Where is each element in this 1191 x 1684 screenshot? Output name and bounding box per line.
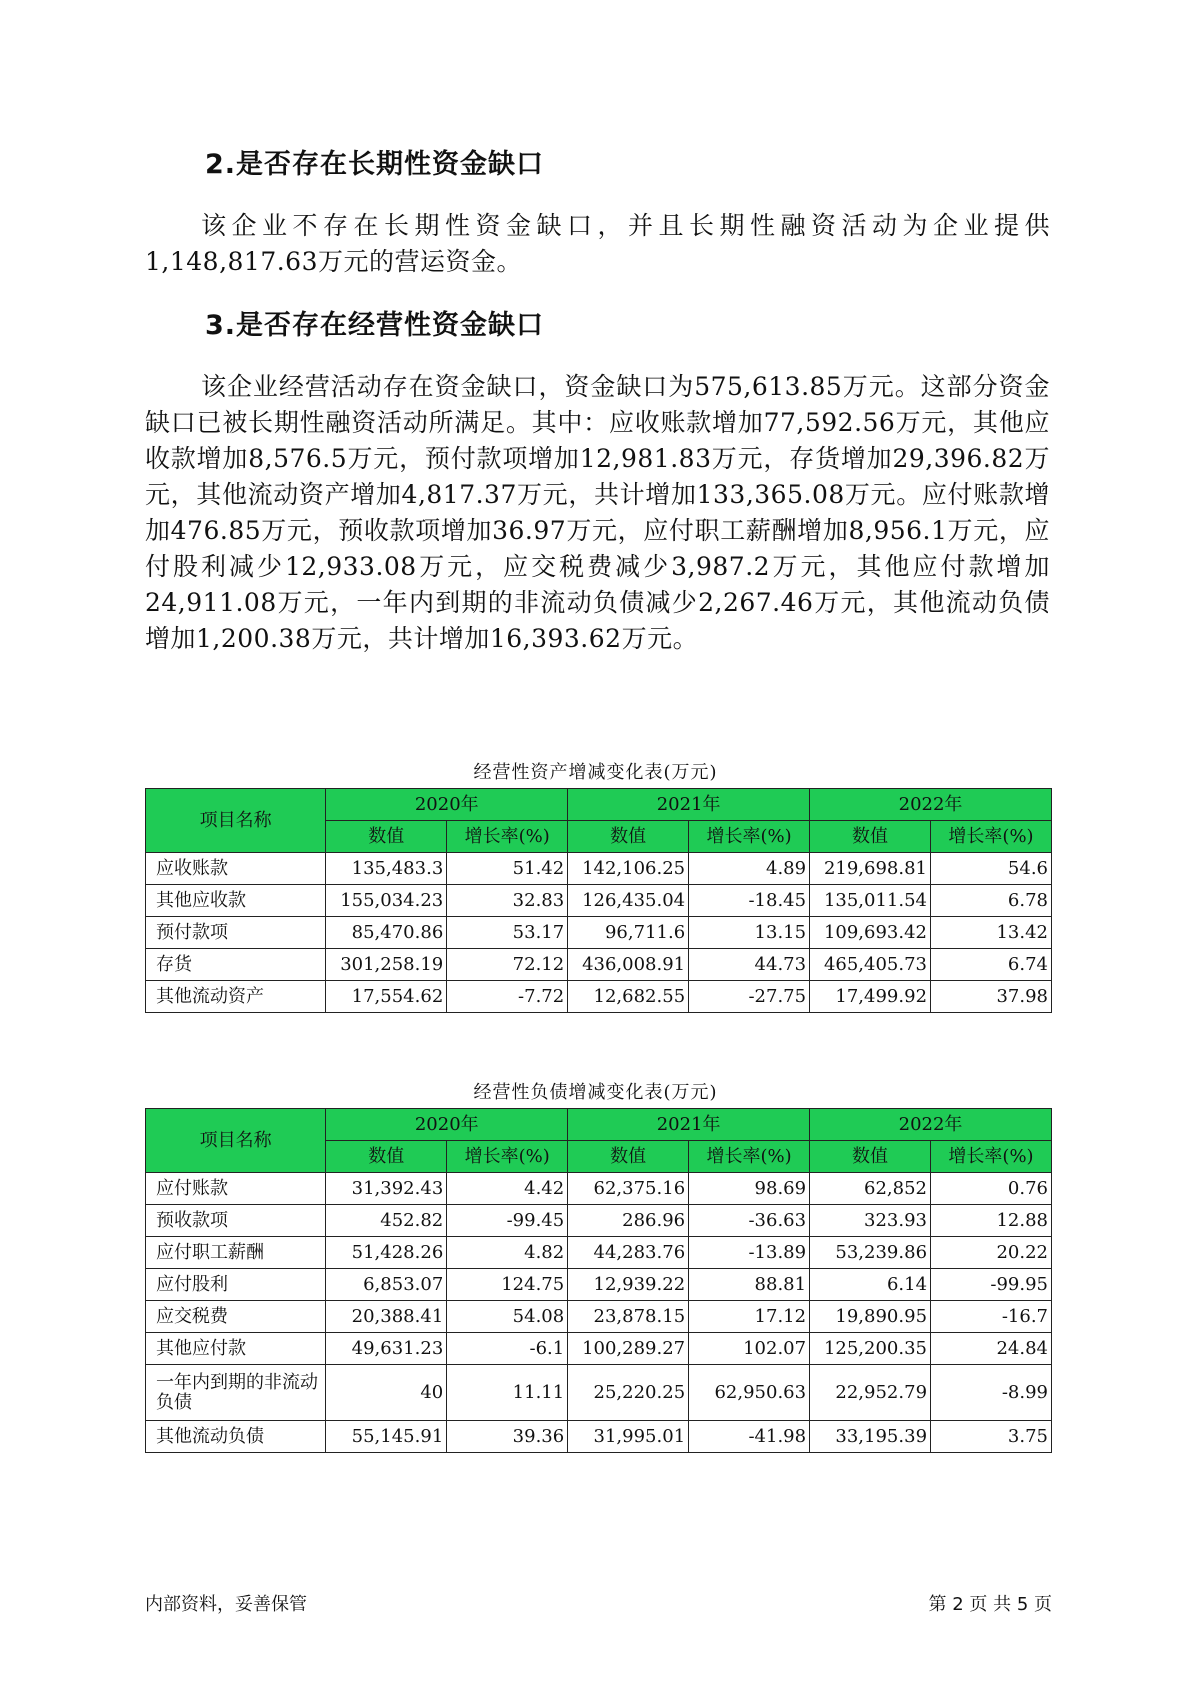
- value-cell: 135,483.3: [326, 853, 447, 885]
- paragraph-text: 该企业不存在长期性资金缺口，并且长期性融资活动为企业提供1,148,817.63万元的营运资金。: [145, 211, 1050, 276]
- rate-cell: 54.08: [447, 1301, 568, 1333]
- value-cell: 286.96: [568, 1205, 689, 1237]
- rate-header: 增长率(%): [931, 1141, 1052, 1173]
- value-cell: 12,682.55: [568, 981, 689, 1013]
- value-cell: 17,554.62: [326, 981, 447, 1013]
- table-row: [146, 981, 1052, 1013]
- rate-cell: -99.45: [447, 1205, 568, 1237]
- rate-cell: 0.76: [931, 1173, 1052, 1205]
- value-cell: 17,499.92: [810, 981, 931, 1013]
- value-header: 数值: [326, 821, 447, 853]
- value-cell: 452.82: [326, 1205, 447, 1237]
- rate-cell: 4.42: [447, 1173, 568, 1205]
- value-cell: 142,106.25: [568, 853, 689, 885]
- rate-header: 增长率(%): [689, 1141, 810, 1173]
- rate-cell: 88.81: [689, 1269, 810, 1301]
- value-cell: 6.14: [810, 1269, 931, 1301]
- rate-cell: 39.36: [447, 1421, 568, 1453]
- value-cell: 51,428.26: [326, 1237, 447, 1269]
- table-body: [146, 853, 1052, 1013]
- row-item-name: 预付款项: [146, 917, 326, 949]
- value-cell: 23,878.15: [568, 1301, 689, 1333]
- table-row: [146, 1237, 1052, 1269]
- value-header: 数值: [326, 1141, 447, 1173]
- value-cell: 6,853.07: [326, 1269, 447, 1301]
- year-header: 2020年: [326, 1109, 568, 1141]
- rate-cell: 20.22: [931, 1237, 1052, 1269]
- section-paragraph-long-term-gap: [145, 208, 1050, 280]
- row-item-name: 应付股利: [146, 1269, 326, 1301]
- section-heading-operating-gap: 3.是否存在经营性资金缺口: [205, 310, 545, 341]
- rate-cell: 17.12: [689, 1301, 810, 1333]
- table-body: [146, 1173, 1052, 1453]
- rate-header: 增长率(%): [931, 821, 1052, 853]
- rate-cell: 72.12: [447, 949, 568, 981]
- value-header: 数值: [568, 821, 689, 853]
- value-cell: 436,008.91: [568, 949, 689, 981]
- value-cell: 100,289.27: [568, 1333, 689, 1365]
- item-name-header: 项目名称: [146, 789, 326, 853]
- row-item-name: 应付账款: [146, 1173, 326, 1205]
- rate-cell: 4.89: [689, 853, 810, 885]
- value-cell: 155,034.23: [326, 885, 447, 917]
- value-cell: 12,939.22: [568, 1269, 689, 1301]
- rate-cell: -18.45: [689, 885, 810, 917]
- rate-cell: 37.98: [931, 981, 1052, 1013]
- footer-confidential-note: 内部资料，妥善保管: [145, 1594, 307, 1615]
- value-cell: 20,388.41: [326, 1301, 447, 1333]
- rate-cell: 13.15: [689, 917, 810, 949]
- rate-cell: 4.82: [447, 1237, 568, 1269]
- row-item-name: 预收款项: [146, 1205, 326, 1237]
- value-cell: 55,145.91: [326, 1421, 447, 1453]
- rate-header: 增长率(%): [447, 821, 568, 853]
- rate-cell: 32.83: [447, 885, 568, 917]
- value-cell: 109,693.42: [810, 917, 931, 949]
- rate-cell: 102.07: [689, 1333, 810, 1365]
- table-row: [146, 1333, 1052, 1365]
- value-cell: 135,011.54: [810, 885, 931, 917]
- value-header: 数值: [810, 821, 931, 853]
- value-cell: 31,995.01: [568, 1421, 689, 1453]
- rate-cell: -8.99: [931, 1365, 1052, 1421]
- value-cell: 19,890.95: [810, 1301, 931, 1333]
- table-row: [146, 885, 1052, 917]
- rate-cell: 6.74: [931, 949, 1052, 981]
- value-cell: 323.93: [810, 1205, 931, 1237]
- table-row: [146, 1301, 1052, 1333]
- rate-cell: 12.88: [931, 1205, 1052, 1237]
- rate-cell: -41.98: [689, 1421, 810, 1453]
- row-item-name: 应付职工薪酬: [146, 1237, 326, 1269]
- row-item-name: 其他应付款: [146, 1333, 326, 1365]
- footer-page-number: 第 2 页 共 5 页: [928, 1594, 1052, 1615]
- rate-cell: 24.84: [931, 1333, 1052, 1365]
- rate-header: 增长率(%): [447, 1141, 568, 1173]
- rate-cell: -6.1: [447, 1333, 568, 1365]
- value-cell: 49,631.23: [326, 1333, 447, 1365]
- table-row: [146, 853, 1052, 885]
- section-heading-long-term-gap: 2.是否存在长期性资金缺口: [205, 149, 545, 180]
- table-row: [146, 1269, 1052, 1301]
- rate-cell: 98.69: [689, 1173, 810, 1205]
- table-row: [146, 1421, 1052, 1453]
- row-item-name: 其他应收款: [146, 885, 326, 917]
- value-cell: 40: [326, 1365, 447, 1421]
- value-cell: 301,258.19: [326, 949, 447, 981]
- year-header: 2021年: [568, 1109, 810, 1141]
- value-cell: 25,220.25: [568, 1365, 689, 1421]
- value-cell: 62,852: [810, 1173, 931, 1205]
- value-cell: 22,952.79: [810, 1365, 931, 1421]
- year-header: 2021年: [568, 789, 810, 821]
- value-cell: 125,200.35: [810, 1333, 931, 1365]
- table-row: [146, 1173, 1052, 1205]
- value-cell: 62,375.16: [568, 1173, 689, 1205]
- rate-cell: 6.78: [931, 885, 1052, 917]
- row-item-name: 其他流动资产: [146, 981, 326, 1013]
- value-cell: 85,470.86: [326, 917, 447, 949]
- rate-cell: -99.95: [931, 1269, 1052, 1301]
- table-row: [146, 917, 1052, 949]
- value-cell: 126,435.04: [568, 885, 689, 917]
- value-cell: 465,405.73: [810, 949, 931, 981]
- row-item-name: 应收账款: [146, 853, 326, 885]
- year-header: 2022年: [810, 789, 1052, 821]
- rate-cell: 53.17: [447, 917, 568, 949]
- paragraph-text: 该企业经营活动存在资金缺口，资金缺口为575,613.85万元。这部分资金缺口已被长期性融资活动所满足。其中：应收账款增加77,592.56万元，其他应收款增加8,576.5万元，预付款项增加12,981.83万元，存货增加29,396.82万元，其他流动资产增加4,817.37万元，共计增加133,365.08万元。应付账款增加476.85万元，预收款项增加36.97万元，应付职工薪酬增加8,956.1万元，应付股利减少12,933.08万元，应交税费减少3,987.2万元，其他应付款增加24,911.08万元，一年内到期的非流动负债减少2,267.46万元，其他流动负债增加1,200.38万元，共计增加16,393.62万元。: [145, 372, 1050, 653]
- table-row: [146, 949, 1052, 981]
- rate-cell: -13.89: [689, 1237, 810, 1269]
- rate-cell: 54.6: [931, 853, 1052, 885]
- liabilities-table-caption: 经营性负债增减变化表(万元): [473, 1082, 718, 1103]
- rate-cell: 51.42: [447, 853, 568, 885]
- rate-cell: 62,950.63: [689, 1365, 810, 1421]
- value-header: 数值: [810, 1141, 931, 1173]
- rate-cell: -16.7: [931, 1301, 1052, 1333]
- rate-cell: 11.11: [447, 1365, 568, 1421]
- value-cell: 33,195.39: [810, 1421, 931, 1453]
- value-cell: 44,283.76: [568, 1237, 689, 1269]
- table-row: [146, 1205, 1052, 1237]
- value-cell: 53,239.86: [810, 1237, 931, 1269]
- rate-cell: 13.42: [931, 917, 1052, 949]
- rate-cell: -7.72: [447, 981, 568, 1013]
- operating-assets-table: [145, 788, 1052, 1013]
- section-paragraph-operating-gap: [145, 369, 1050, 657]
- table-row: [146, 1365, 1052, 1421]
- row-item-name: 其他流动负债: [146, 1421, 326, 1453]
- row-item-name: 一年内到期的非流动负债: [146, 1365, 326, 1421]
- rate-cell: -27.75: [689, 981, 810, 1013]
- operating-liabilities-table: [145, 1108, 1052, 1453]
- rate-cell: -36.63: [689, 1205, 810, 1237]
- year-header: 2020年: [326, 789, 568, 821]
- item-name-header: 项目名称: [146, 1109, 326, 1173]
- row-item-name: 存货: [146, 949, 326, 981]
- value-cell: 96,711.6: [568, 917, 689, 949]
- rate-cell: 124.75: [447, 1269, 568, 1301]
- value-cell: 31,392.43: [326, 1173, 447, 1205]
- rate-cell: 44.73: [689, 949, 810, 981]
- rate-header: 增长率(%): [689, 821, 810, 853]
- row-item-name: 应交税费: [146, 1301, 326, 1333]
- assets-table-caption: 经营性资产增减变化表(万元): [473, 762, 718, 783]
- year-header: 2022年: [810, 1109, 1052, 1141]
- rate-cell: 3.75: [931, 1421, 1052, 1453]
- value-cell: 219,698.81: [810, 853, 931, 885]
- value-header: 数值: [568, 1141, 689, 1173]
